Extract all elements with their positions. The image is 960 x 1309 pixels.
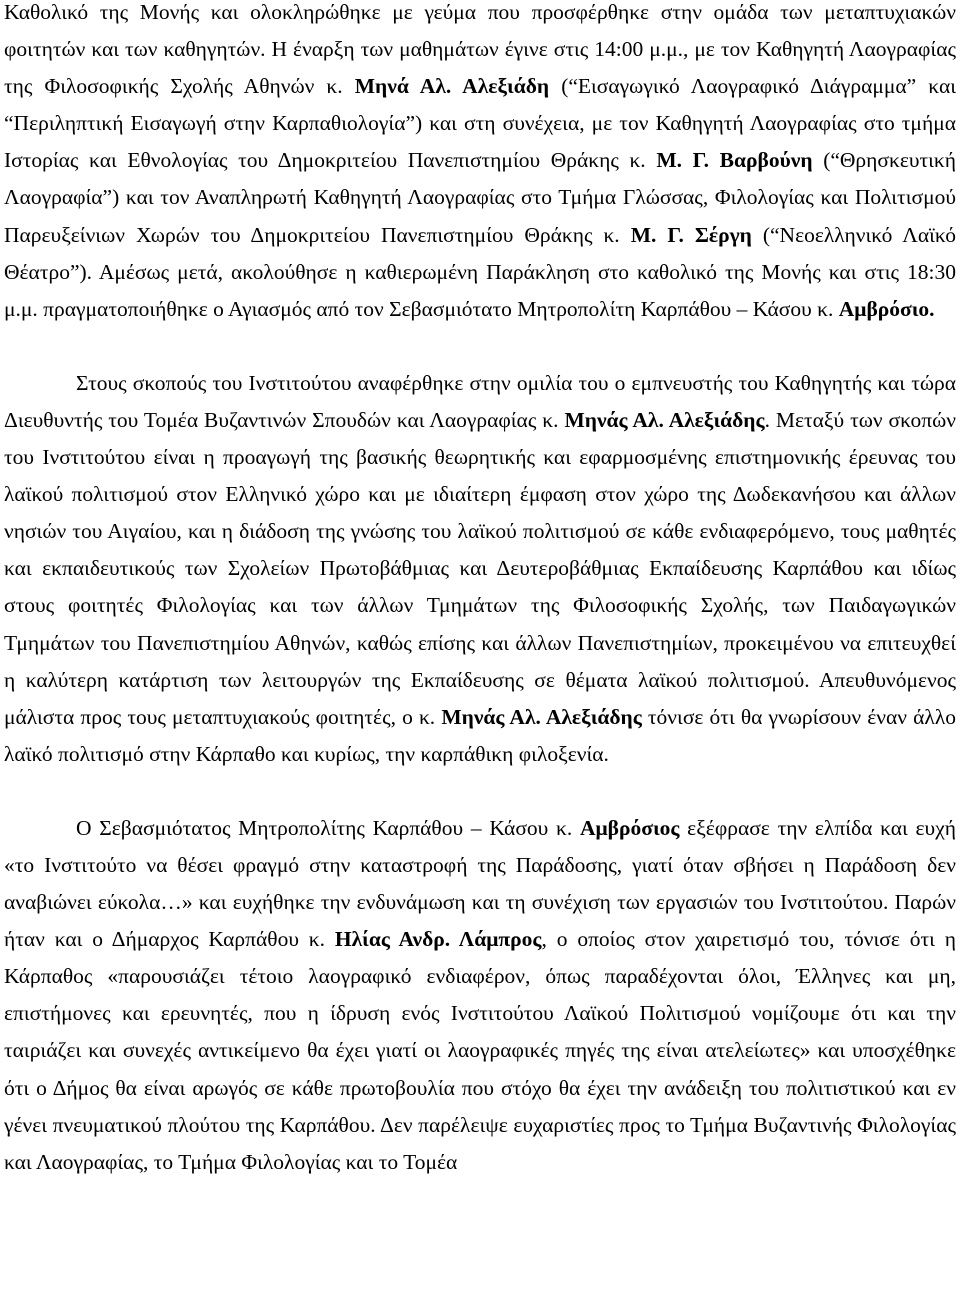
paragraph-2	[4, 365, 956, 773]
text-span: (“Εισαγωγικό Λαογραφικό Διάγραμμα” και “Περιληπτική Εισαγωγή στην Καρπαθιολογία”) και στη συνέχεια, με τον Καθηγητή Λαογραφίας στο τμήμα Ιστορίας και Εθνολογίας του Δημοκριτείου Πανεπιστημίου Θράκης κ.	[4, 74, 956, 173]
text-span: τόνισε ότι θα γνωρίσουν έναν άλλο λαϊκό πολιτισμό στην Κάρπαθο και κυρίως, την καρπάθικη φιλοξενία.	[4, 704, 956, 766]
text-span: εξέφρασε την ελπίδα και ευχή «το Ινστιτούτο να θέσει φραγμό στην καταστροφή της Παράδοσης, γιατί όταν σβήσει η Παράδοση δεν αναβιώνει εύκολα…» και ευχήθηκε την ενδυνάμωση και τη συνέχιση των εργασιών του Ινστιτούτου. Παρών ήταν και ο Δήμαρχος Καρπάθου κ.	[4, 815, 956, 952]
text-span: Ο Σεβασμιότατος Μητροπολίτης Καρπάθου – Κάσου κ.	[76, 815, 580, 840]
text-span: (“Θρησκευτική Λαογραφία”) και τον Αναπληρωτή Καθηγητή Λαογραφίας στο Τμήμα Γλώσσας, Φιλολογίας και Πολιτισμού Παρευξείνιων Χωρών του Δημοκριτείου Πανεπιστημίου Θράκης κ.	[4, 148, 956, 247]
bold-name: Αμβρόσιο.	[838, 296, 935, 321]
text-span: , ο οποίος στον χαιρετισμό του, τόνισε ότι η Κάρπαθος «παρουσιάζει τέτοιο λαογραφικό ενδιαφέρον, όπως παραδέχονται όλοι, Έλληνες και μη, επιστήμονες και ερευνητές, που η ίδρυση ενός Ινστιτούτου Λαϊκού Πολιτισμού νομίζουμε ότι και την ταιριάζει και συνεχές αντικείμενο θα έχει γιατί οι λαογραφικές πηγές της είναι ατελείωτες» και υποσχέθηκε ότι ο Δήμος θα είναι αρωγός σε κάθε πρωτοβουλία που στόχο θα έχει την ανάδειξη του πολιτιστικού και εν γένει πνευματικού πλούτου της Καρπάθου. Δεν παρέλειψε ευχαριστίες προς το Τμήμα Βυζαντινής Φιλολογίας και Λαογραφίας, το Τμήμα Φιλολογίας και το Τομέα	[4, 927, 956, 1174]
bold-name: Μ. Γ. Βαρβούνη	[656, 148, 813, 173]
text-span: . Μεταξύ των σκοπών του Ινστιτούτου είναι η προαγωγή της βασικής θεωρητικής και εφαρμοσμένης επιστημονικής έρευνας του λαϊκού πολιτισμού στον Ελληνικό χώρο και με ιδιαίτερη έμφαση στον χώρο της Δωδεκανήσου και άλλων νησιών του Αιγαίου, και η διάδοση της γνώσης του λαϊκού πολιτισμού σε κάθε ενδιαφερόμενο, τους μαθητές και εκπαιδευτικούς των Σχολείων Πρωτοβάθμιας και Δευτεροβάθμιας Εκπαίδευσης Καρπάθου και ιδίως στους φοιτητές Φιλολογίας και των άλλων Τμημάτων της Φιλοσοφικής Σχολής, των Παιδαγωγικών Τμημάτων του Πανεπιστημίου Αθηνών, καθώς επίσης και άλλων Πανεπιστημίων, προκειμένου να επιτευχθεί η καλύτερη κατάρτιση των λειτουργών της Εκπαίδευσης σε θέματα λαϊκού πολιτισμού. Απευθυνόμενος μάλιστα προς τους μεταπτυχιακούς φοιτητές, ο κ.	[4, 407, 956, 729]
text-span: Καθολικό της Μονής και ολοκληρώθηκε με γεύμα που προσφέρθηκε στην ομάδα των μεταπτυχιακών φοιτητών και των καθηγητών. Η έναρξη των μαθημάτων έγινε στις 14:00 μ.μ., με τον Καθηγητή Λαογραφίας της Φιλοσοφικής Σχολής Αθηνών κ.	[4, 0, 956, 99]
bold-name: Μ. Γ. Σέργη	[630, 222, 752, 247]
paragraph-1	[4, 0, 956, 328]
text-span: Στους σκοπούς του Ινστιτούτου αναφέρθηκε στην ομιλία του ο εμπνευστής του Καθηγητής και τώρα Διευθυντής του Τομέα Βυζαντινών Σπουδών και Λαογραφίας κ.	[4, 370, 956, 432]
text-span: (“Νεοελληνικό Λαϊκό Θέατρο”). Αμέσως μετά, ακολούθησε η καθιερωμένη Παράκληση στο καθολικό της Μονής και στις 18:30 μ.μ. πραγματοποιήθηκε ο Αγιασμός από τον Σεβασμιότατο Μητροπολίτη Καρπάθου – Κάσου κ.	[4, 222, 956, 321]
bold-name: Μηνάς Αλ. Αλεξιάδης	[564, 407, 765, 432]
bold-name: Αμβρόσιος	[579, 815, 680, 840]
bold-name: Ηλίας Ανδρ. Λάμπρος	[334, 927, 542, 952]
bold-name: Μηνάς Αλ. Αλεξιάδης	[441, 704, 642, 729]
paragraph-3	[4, 810, 956, 1181]
bold-name: Μηνά Αλ. Αλεξιάδη	[354, 74, 550, 99]
